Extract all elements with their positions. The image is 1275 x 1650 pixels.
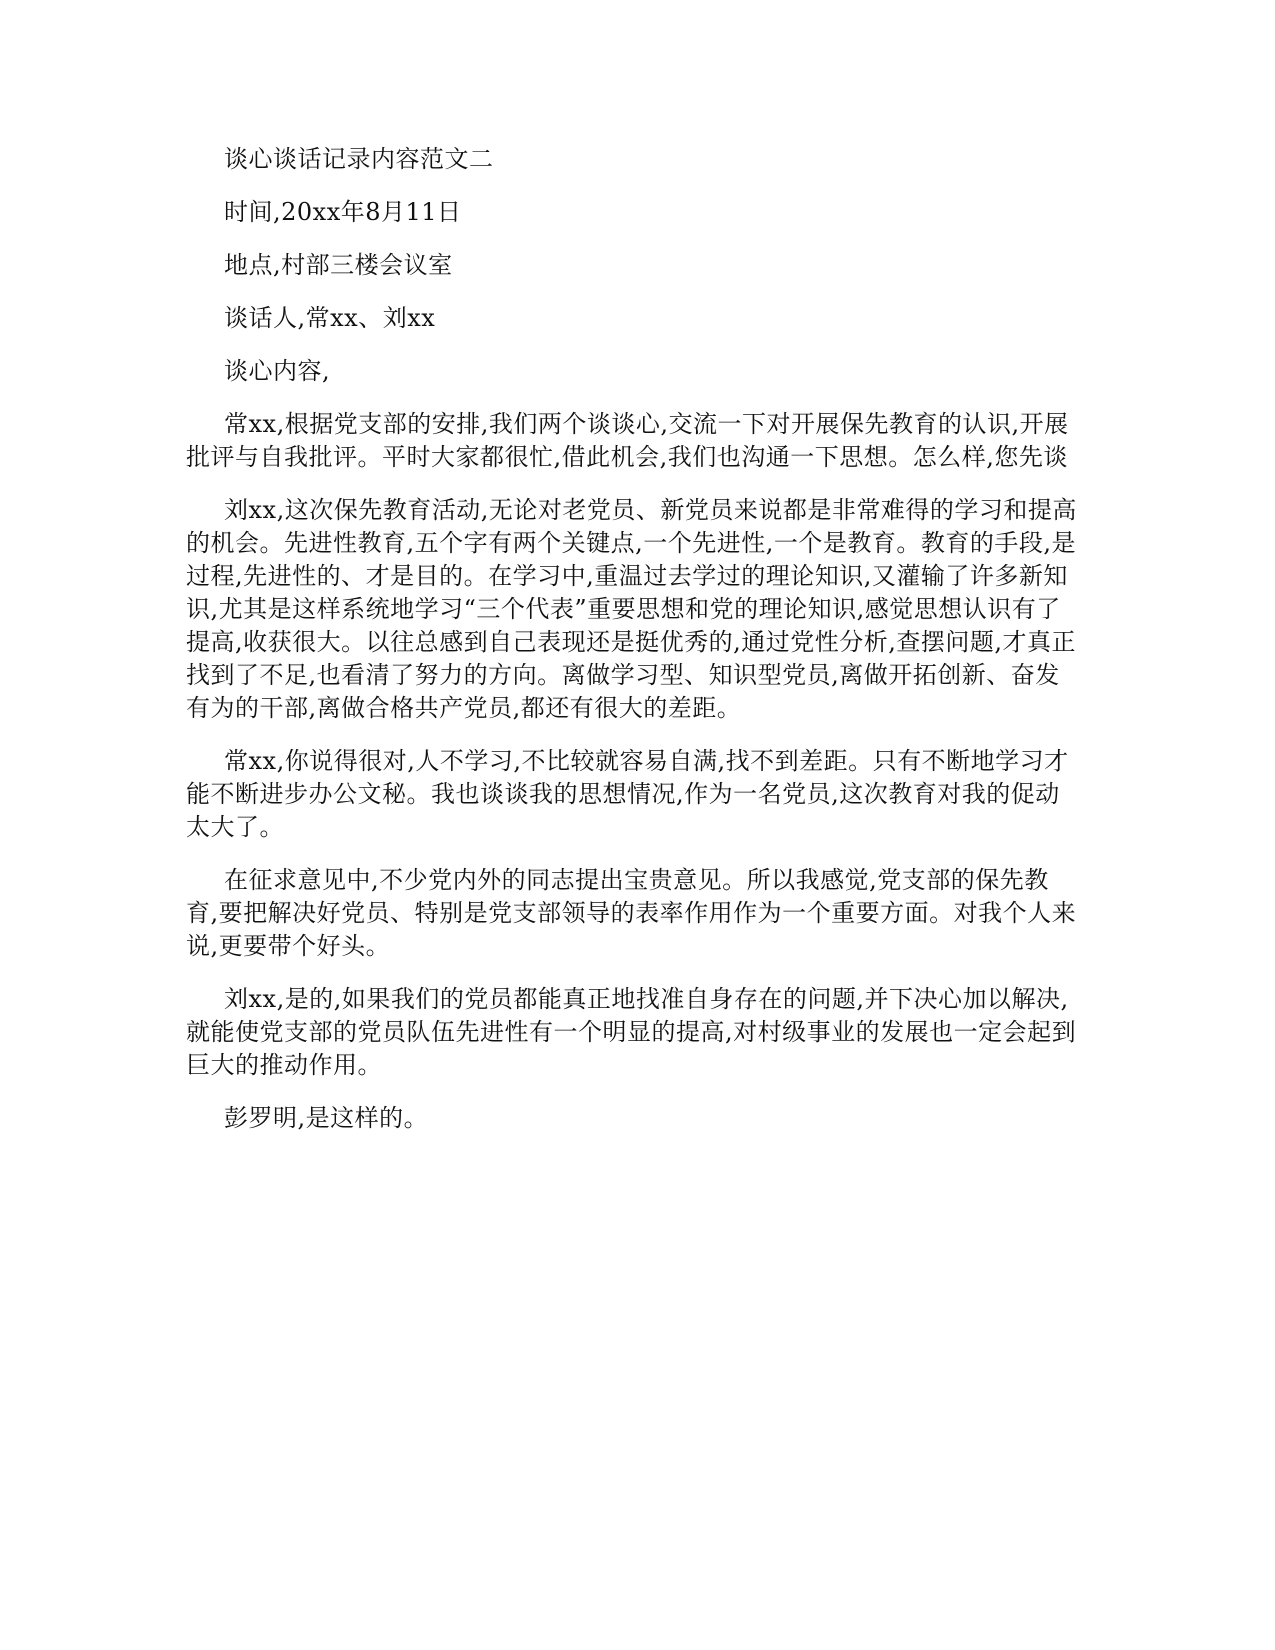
meeting-place: 地点,村部三楼会议室 [224,251,453,279]
document-title: 谈心谈话记录内容范文二 [224,145,494,173]
dialogue-paragraph: 常xx,你说得很对,人不学习,不比较就容易自满,找不到差距。只有不断地学习才能不断进步办公文秘。我也谈谈我的思想情况,作为一名党员,这次教育对我的促动太大了。 [186,747,1069,841]
meeting-time: 时间,20xx年8月11日 [224,198,462,226]
dialogue-paragraph: 在征求意见中,不少党内外的同志提出宝贵意见。所以我感觉,党支部的保先教育,要把解决好党员、特别是党支部领导的表率作用作为一个重要方面。对我个人来说,更要带个好头。 [186,866,1077,960]
document-body [186,143,1078,1155]
dialogue-paragraph: 彭罗明,是这样的。 [224,1104,429,1132]
dialogue-paragraph: 刘xx,是的,如果我们的党员都能真正地找准自身存在的问题,并下决心加以解决,就能使党支部的党员队伍先进性有一个明显的提高,对村级事业的发展也一定会起到巨大的推动作用。 [186,985,1077,1079]
content-label: 谈心内容, [224,357,331,385]
dialogue-paragraph: 常xx,根据党支部的安排,我们两个谈谈心,交流一下对开展保先教育的认识,开展批评与自我批评。平时大家都很忙,借此机会,我们也沟通一下思想。怎么样,您先谈 [186,410,1069,471]
meeting-participants: 谈话人,常xx、刘xx [224,304,436,332]
dialogue-paragraph: 刘xx,这次保先教育活动,无论对老党员、新党员来说都是非常难得的学习和提高的机会。先进性教育,五个字有两个关键点,一个先进性,一个是教育。教育的手段,是过程,先进性的、才是目的。在学习中,重温过去学过的理论知识,又灌输了许多新知识,尤其是这样系统地学习“三个代表”重要思想和党的理论知识,感觉思想认识有了提高,收获很大。以往总感到自己表现还是挺优秀的,通过党性分析,查摆问题,才真正找到了不足,也看清了努力的方向。离做学习型、知识型党员,离做开拓创新、奋发有为的干部,离做合格共产党员,都还有很大的差距。 [186,496,1077,722]
